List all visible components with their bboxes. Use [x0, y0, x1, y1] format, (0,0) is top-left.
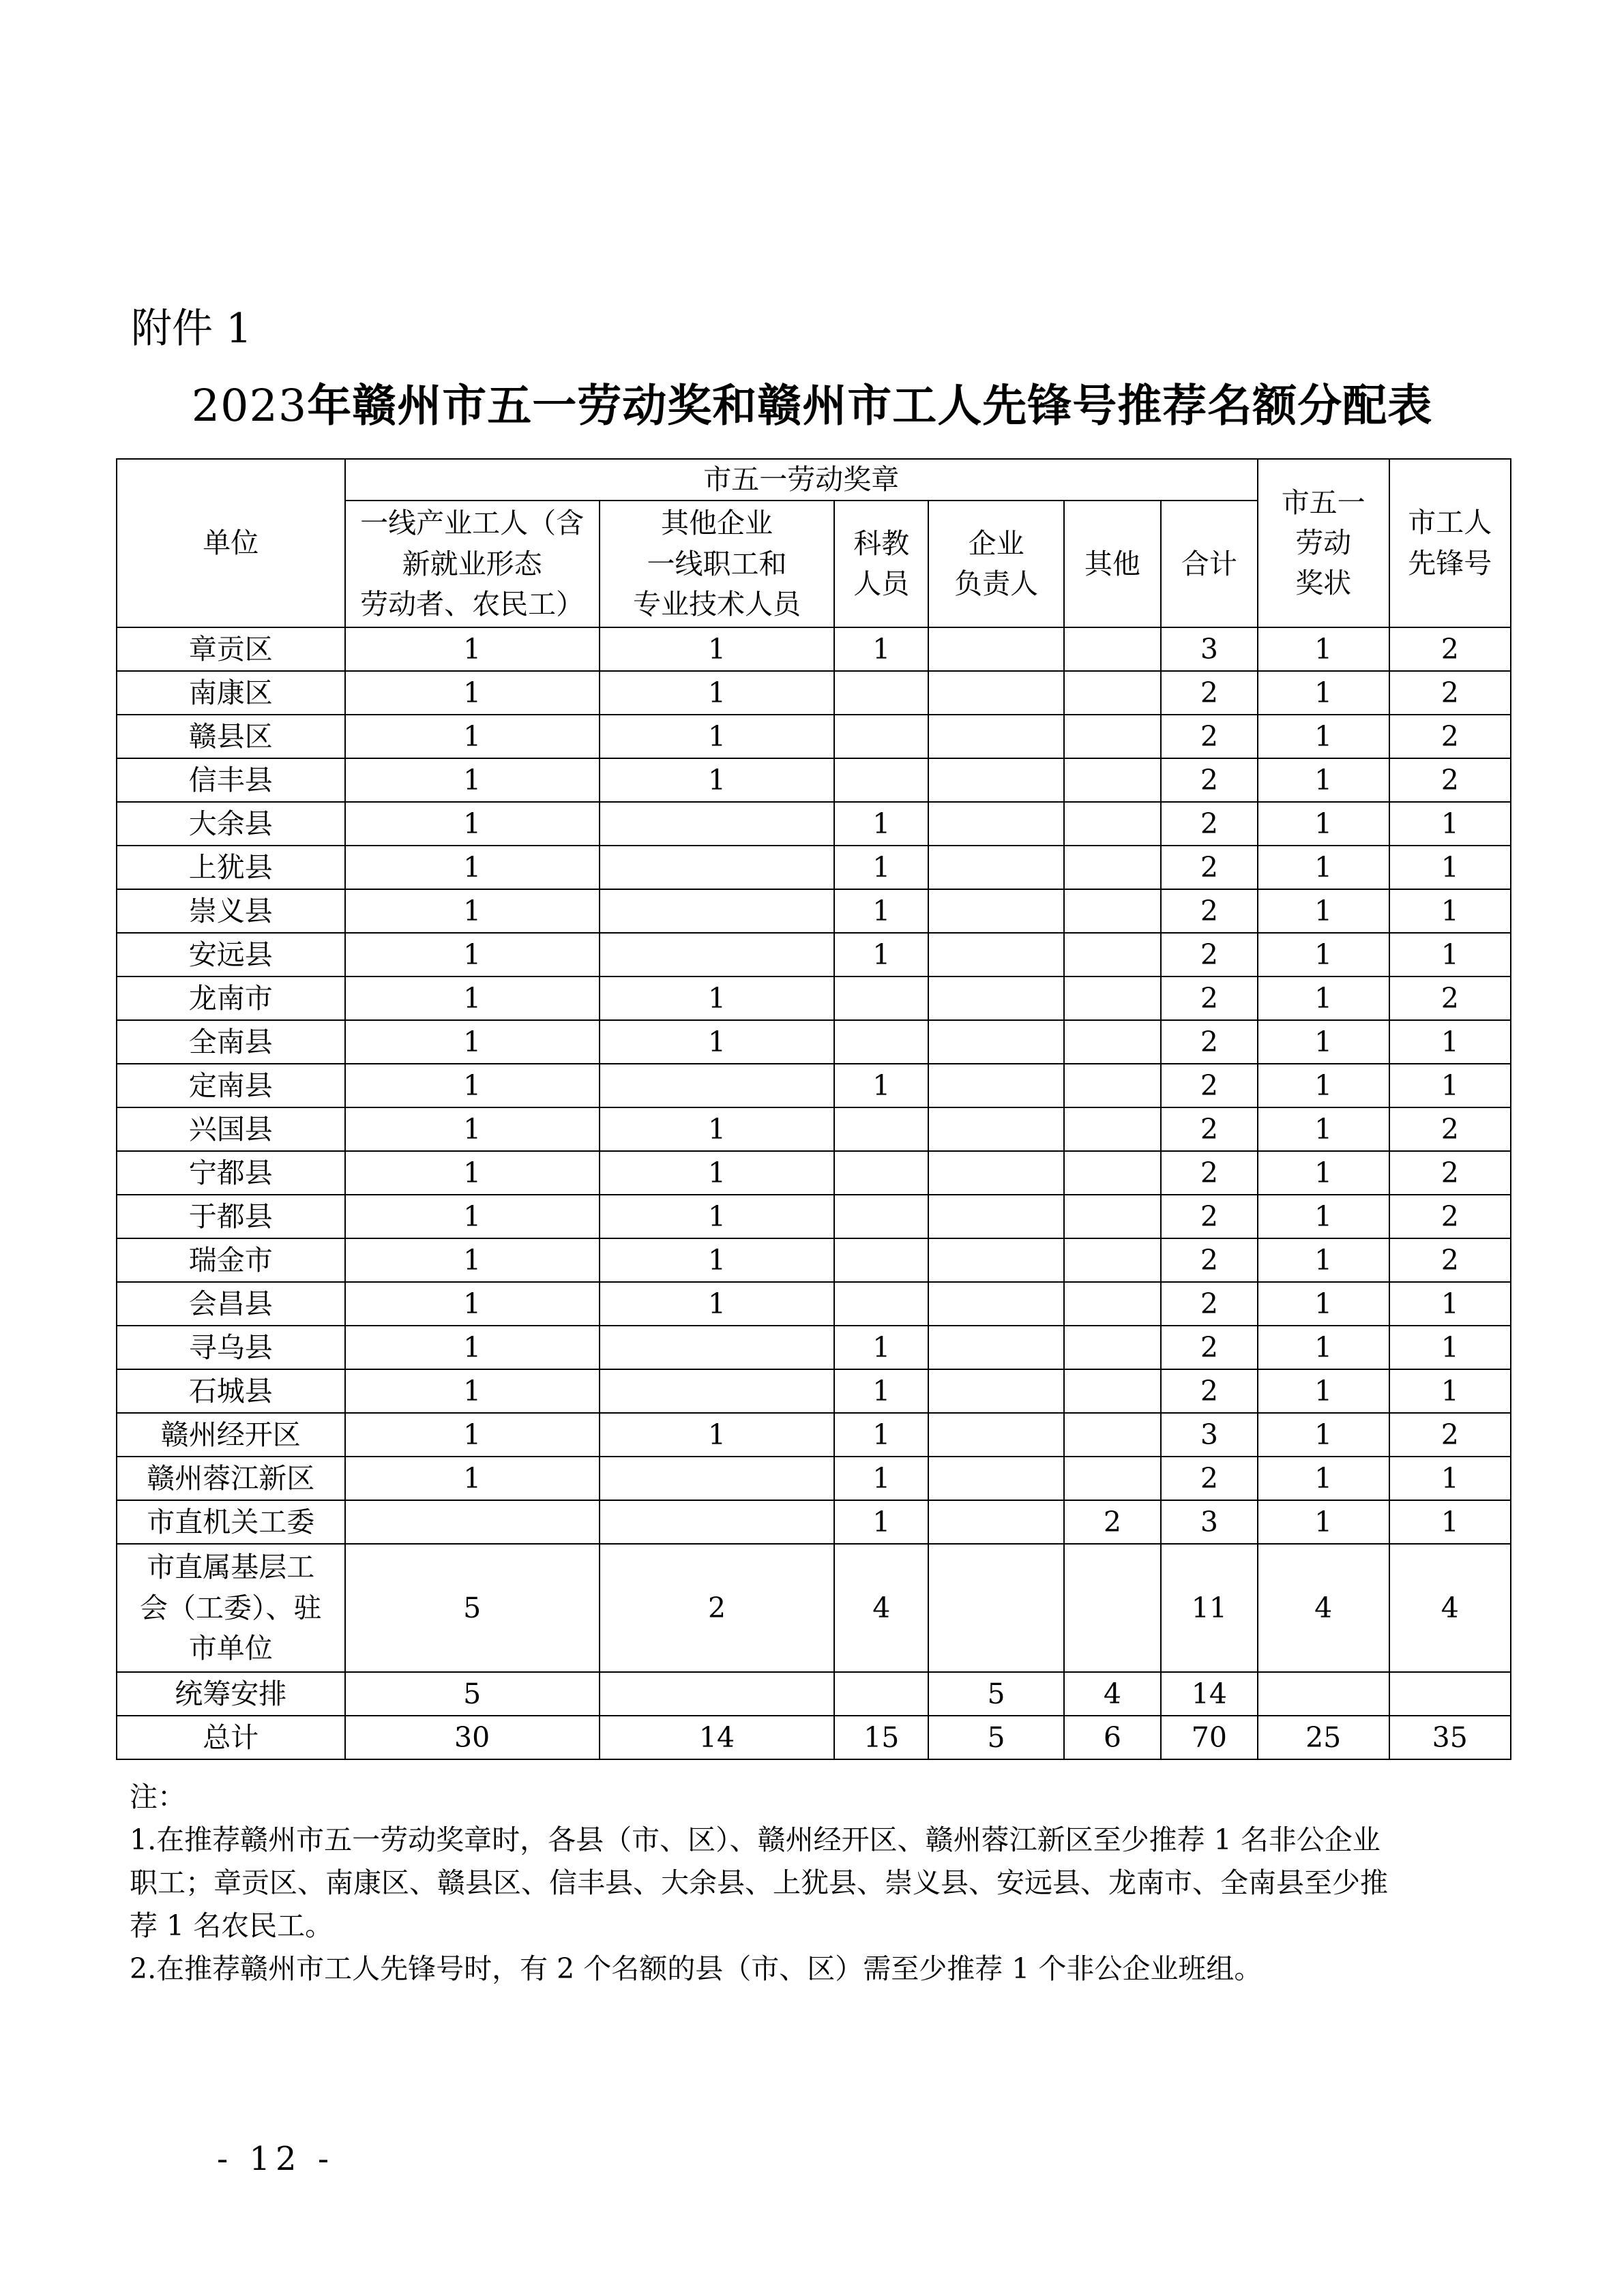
header-certificate [1258, 459, 1389, 627]
table-row [117, 1413, 1511, 1457]
cell-certificate: 1 [1258, 846, 1389, 889]
cell-enterprise-head [928, 802, 1064, 846]
cell-certificate: 1 [1258, 1326, 1389, 1369]
cell-science-edu [834, 1107, 928, 1151]
cell-pioneer: 1 [1389, 1282, 1511, 1326]
cell-science-edu: 1 [834, 1500, 928, 1544]
cell-pioneer: 1 [1389, 1500, 1511, 1544]
cell-unit: 赣县区 [117, 715, 345, 758]
attachment-number: 1 [226, 305, 252, 353]
cell-certificate: 1 [1258, 1064, 1389, 1107]
cell-pioneer: 2 [1389, 1238, 1511, 1282]
cell-frontline: 1 [345, 1020, 600, 1064]
cell-science-edu [834, 1151, 928, 1195]
header-row-1 [117, 459, 1511, 501]
table-row [117, 1064, 1511, 1107]
cell-frontline: 1 [345, 1151, 600, 1195]
cell-pioneer: 35 [1389, 1716, 1511, 1759]
header-other-enterprise [600, 501, 835, 627]
cell-unit: 龙南市 [117, 976, 345, 1020]
cell-subtotal: 2 [1161, 1369, 1258, 1413]
cell-science-edu [834, 1195, 928, 1238]
cell-unit: 宁都县 [117, 1151, 345, 1195]
note-line: 1.在推荐赣州市五一劳动奖章时，各县（市、区）、赣州经开区、赣州蓉江新区至少推荐 1 名非公企业 [130, 1823, 1381, 1856]
cell-pioneer: 1 [1389, 846, 1511, 889]
table-row [117, 802, 1511, 846]
cell-unit: 安远县 [117, 933, 345, 976]
cell-subtotal: 2 [1161, 976, 1258, 1020]
cell-pioneer: 1 [1389, 1326, 1511, 1369]
table-row [117, 1457, 1511, 1500]
cell-unit [117, 1544, 345, 1672]
cell-other [1064, 1195, 1161, 1238]
cell-science-edu: 1 [834, 846, 928, 889]
cell-frontline: 1 [345, 1457, 600, 1500]
table-row [117, 671, 1511, 715]
cell-pioneer: 2 [1389, 976, 1511, 1020]
cell-enterprise-head [928, 889, 1064, 933]
cell-unit: 赣州蓉江新区 [117, 1457, 345, 1500]
cell-other-enterprise: 1 [600, 715, 835, 758]
cell-frontline: 1 [345, 1238, 600, 1282]
cell-pioneer: 1 [1389, 1064, 1511, 1107]
cell-science-edu [834, 1020, 928, 1064]
cell-pioneer [1389, 1672, 1511, 1716]
cell-unit-line: 市单位 [188, 1632, 273, 1665]
cell-other [1064, 671, 1161, 715]
cell-subtotal: 2 [1161, 933, 1258, 976]
cell-frontline: 1 [345, 802, 600, 846]
cell-certificate: 4 [1258, 1544, 1389, 1672]
cell-subtotal: 70 [1161, 1716, 1258, 1759]
cell-unit: 总计 [117, 1716, 345, 1759]
cell-science-edu [834, 976, 928, 1020]
cell-science-edu [834, 758, 928, 802]
table-row [117, 1282, 1511, 1326]
table-row [117, 846, 1511, 889]
cell-enterprise-head: 5 [928, 1672, 1064, 1716]
table-row [117, 1369, 1511, 1413]
cell-enterprise-head [928, 1413, 1064, 1457]
header-other: 其他 [1064, 501, 1161, 627]
cell-subtotal: 2 [1161, 671, 1258, 715]
header-frontline-line: 一线产业工人（含 [360, 507, 585, 540]
cell-subtotal: 2 [1161, 1020, 1258, 1064]
cell-enterprise-head [928, 1195, 1064, 1238]
cell-certificate: 1 [1258, 1369, 1389, 1413]
cell-unit: 定南县 [117, 1064, 345, 1107]
cell-enterprise-head [928, 1238, 1064, 1282]
cell-unit: 瑞金市 [117, 1238, 345, 1282]
cell-science-edu: 1 [834, 933, 928, 976]
cell-unit: 兴国县 [117, 1107, 345, 1151]
cell-other-enterprise: 1 [600, 1151, 835, 1195]
cell-frontline: 1 [345, 1195, 600, 1238]
cell-unit: 赣州经开区 [117, 1413, 345, 1457]
header-pioneer [1389, 459, 1511, 627]
cell-pioneer: 2 [1389, 671, 1511, 715]
header-enterprise-head-line: 企业 [968, 527, 1024, 560]
header-enterprise-head [928, 501, 1064, 627]
header-science-edu [834, 501, 928, 627]
table-row [117, 1716, 1511, 1759]
cell-other-enterprise [600, 1369, 835, 1413]
cell-other [1064, 627, 1161, 671]
cell-other-enterprise [600, 846, 835, 889]
table-row [117, 1672, 1511, 1716]
cell-other-enterprise [600, 1672, 835, 1716]
cell-subtotal: 3 [1161, 627, 1258, 671]
cell-subtotal: 2 [1161, 1457, 1258, 1500]
cell-enterprise-head [928, 933, 1064, 976]
cell-science-edu: 1 [834, 627, 928, 671]
cell-pioneer: 2 [1389, 1413, 1511, 1457]
cell-other [1064, 1413, 1161, 1457]
cell-other-enterprise: 1 [600, 1413, 835, 1457]
cell-subtotal: 2 [1161, 846, 1258, 889]
table-row [117, 1238, 1511, 1282]
cell-other-enterprise: 1 [600, 1238, 835, 1282]
allocation-table [116, 458, 1511, 1760]
table-row [117, 1151, 1511, 1195]
cell-science-edu [834, 1238, 928, 1282]
cell-certificate: 1 [1258, 1195, 1389, 1238]
cell-frontline: 1 [345, 846, 600, 889]
cell-unit: 章贡区 [117, 627, 345, 671]
cell-certificate: 1 [1258, 933, 1389, 976]
cell-other [1064, 1369, 1161, 1413]
cell-enterprise-head [928, 671, 1064, 715]
cell-other: 2 [1064, 1500, 1161, 1544]
cell-science-edu: 1 [834, 1369, 928, 1413]
header-frontline-line: 新就业形态 [402, 547, 542, 580]
cell-other: 4 [1064, 1672, 1161, 1716]
cell-frontline: 1 [345, 889, 600, 933]
cell-enterprise-head [928, 758, 1064, 802]
note-line: 荐 1 名农民工。 [130, 1909, 334, 1942]
cell-frontline: 1 [345, 1282, 600, 1326]
cell-other [1064, 933, 1161, 976]
cell-pioneer: 1 [1389, 933, 1511, 976]
header-science-edu-line: 人员 [853, 567, 910, 601]
cell-frontline: 5 [345, 1672, 600, 1716]
cell-other-enterprise: 1 [600, 627, 835, 671]
cell-frontline: 1 [345, 671, 600, 715]
cell-other [1064, 846, 1161, 889]
cell-science-edu: 1 [834, 1457, 928, 1500]
cell-pioneer: 2 [1389, 1195, 1511, 1238]
cell-enterprise-head [928, 1064, 1064, 1107]
page-title [0, 381, 1624, 432]
cell-subtotal: 2 [1161, 1151, 1258, 1195]
cell-frontline: 1 [345, 1064, 600, 1107]
cell-enterprise-head [928, 715, 1064, 758]
cell-enterprise-head [928, 1326, 1064, 1369]
cell-other [1064, 1064, 1161, 1107]
cell-certificate: 1 [1258, 1107, 1389, 1151]
cell-science-edu: 1 [834, 1413, 928, 1457]
cell-subtotal: 14 [1161, 1672, 1258, 1716]
header-pioneer-line: 先锋号 [1408, 546, 1492, 580]
cell-subtotal: 2 [1161, 802, 1258, 846]
cell-certificate: 1 [1258, 715, 1389, 758]
cell-certificate [1258, 1672, 1389, 1716]
cell-pioneer: 2 [1389, 1151, 1511, 1195]
cell-unit: 于都县 [117, 1195, 345, 1238]
cell-frontline: 1 [345, 715, 600, 758]
header-unit: 单位 [117, 459, 345, 627]
cell-other-enterprise [600, 1500, 835, 1544]
attachment-label [131, 305, 252, 353]
cell-other [1064, 802, 1161, 846]
cell-unit: 全南县 [117, 1020, 345, 1064]
cell-enterprise-head [928, 1544, 1064, 1672]
cell-other-enterprise: 1 [600, 1020, 835, 1064]
cell-science-edu: 4 [834, 1544, 928, 1672]
cell-other-enterprise [600, 933, 835, 976]
cell-subtotal: 2 [1161, 1282, 1258, 1326]
cell-other [1064, 1107, 1161, 1151]
cell-pioneer: 2 [1389, 715, 1511, 758]
cell-other-enterprise: 1 [600, 1195, 835, 1238]
header-certificate-line: 市五一 [1281, 486, 1365, 519]
table-body [117, 459, 1511, 1759]
table-row [117, 627, 1511, 671]
cell-other-enterprise [600, 802, 835, 846]
cell-subtotal: 2 [1161, 889, 1258, 933]
cell-frontline: 1 [345, 758, 600, 802]
cell-other [1064, 889, 1161, 933]
header-certificate-line: 奖状 [1295, 567, 1352, 600]
table-row [117, 1500, 1511, 1544]
cell-unit: 南康区 [117, 671, 345, 715]
note-line: 2.在推荐赣州市工人先锋号时，有 2 个名额的县（市、区）需至少推荐 1 个非公企业班组。 [130, 1952, 1263, 1985]
header-medal-group: 市五一劳动奖章 [345, 459, 1258, 501]
cell-other [1064, 1326, 1161, 1369]
table-row [117, 1326, 1511, 1369]
title-year: 2023 [191, 381, 308, 432]
cell-frontline: 1 [345, 1326, 600, 1369]
cell-pioneer: 1 [1389, 1369, 1511, 1413]
table-row [117, 758, 1511, 802]
cell-enterprise-head [928, 1369, 1064, 1413]
header-frontline [345, 501, 600, 627]
cell-pioneer: 2 [1389, 1107, 1511, 1151]
cell-frontline: 1 [345, 1107, 600, 1151]
cell-certificate: 1 [1258, 889, 1389, 933]
cell-science-edu: 1 [834, 1326, 928, 1369]
cell-other: 6 [1064, 1716, 1161, 1759]
cell-science-edu [834, 1282, 928, 1326]
notes [130, 1776, 1514, 1991]
cell-other-enterprise [600, 1457, 835, 1500]
table-row [117, 1544, 1511, 1672]
cell-pioneer: 1 [1389, 889, 1511, 933]
cell-frontline: 1 [345, 976, 600, 1020]
cell-subtotal: 11 [1161, 1544, 1258, 1672]
cell-subtotal: 2 [1161, 758, 1258, 802]
table-row [117, 889, 1511, 933]
attachment-label-text: 附件 [131, 305, 213, 353]
cell-enterprise-head [928, 1107, 1064, 1151]
table-row [117, 1107, 1511, 1151]
cell-pioneer: 2 [1389, 627, 1511, 671]
cell-other [1064, 976, 1161, 1020]
table-row [117, 933, 1511, 976]
cell-frontline: 1 [345, 627, 600, 671]
cell-subtotal: 2 [1161, 1064, 1258, 1107]
cell-certificate: 1 [1258, 802, 1389, 846]
cell-other [1064, 1151, 1161, 1195]
header-science-edu-line: 科教 [853, 527, 910, 560]
cell-certificate: 25 [1258, 1716, 1389, 1759]
cell-unit-line: 会（工委）、驻 [140, 1591, 322, 1624]
cell-unit-line: 市直属基层工 [147, 1551, 315, 1584]
header-subtotal: 合计 [1161, 501, 1258, 627]
title-text: 年赣州市五一劳动奖和赣州市工人先锋号推荐名额分配表 [307, 381, 1433, 432]
cell-frontline: 30 [345, 1716, 600, 1759]
cell-enterprise-head [928, 627, 1064, 671]
cell-frontline: 5 [345, 1544, 600, 1672]
cell-science-edu: 15 [834, 1716, 928, 1759]
cell-unit: 统筹安排 [117, 1672, 345, 1716]
cell-other-enterprise [600, 1064, 835, 1107]
cell-other-enterprise [600, 1326, 835, 1369]
cell-enterprise-head [928, 1020, 1064, 1064]
cell-other-enterprise: 1 [600, 976, 835, 1020]
header-enterprise-head-line: 负责人 [954, 567, 1039, 601]
cell-enterprise-head [928, 1151, 1064, 1195]
cell-other [1064, 1238, 1161, 1282]
cell-enterprise-head [928, 1500, 1064, 1544]
table-row [117, 715, 1511, 758]
cell-certificate: 1 [1258, 1457, 1389, 1500]
cell-enterprise-head [928, 976, 1064, 1020]
cell-subtotal: 2 [1161, 1195, 1258, 1238]
cell-frontline: 1 [345, 1369, 600, 1413]
cell-other [1064, 715, 1161, 758]
cell-unit: 上犹县 [117, 846, 345, 889]
page-number: - 12 - [217, 2140, 335, 2178]
cell-other-enterprise: 2 [600, 1544, 835, 1672]
cell-other [1064, 1457, 1161, 1500]
cell-certificate: 1 [1258, 1151, 1389, 1195]
table-row [117, 976, 1511, 1020]
cell-subtotal: 2 [1161, 1238, 1258, 1282]
note-line: 职工；章贡区、南康区、赣县区、信丰县、大余县、上犹县、崇义县、安远县、龙南市、全南县至少推 [130, 1866, 1388, 1899]
cell-certificate: 1 [1258, 1020, 1389, 1064]
cell-pioneer: 4 [1389, 1544, 1511, 1672]
cell-certificate: 1 [1258, 976, 1389, 1020]
cell-certificate: 1 [1258, 758, 1389, 802]
cell-frontline [345, 1500, 600, 1544]
cell-enterprise-head: 5 [928, 1716, 1064, 1759]
cell-certificate: 1 [1258, 1282, 1389, 1326]
cell-pioneer: 1 [1389, 802, 1511, 846]
cell-subtotal: 2 [1161, 1326, 1258, 1369]
cell-science-edu: 1 [834, 889, 928, 933]
cell-subtotal: 2 [1161, 715, 1258, 758]
cell-other-enterprise: 1 [600, 1107, 835, 1151]
cell-pioneer: 1 [1389, 1020, 1511, 1064]
cell-certificate: 1 [1258, 1500, 1389, 1544]
cell-certificate: 1 [1258, 627, 1389, 671]
cell-frontline: 1 [345, 933, 600, 976]
header-pioneer-line: 市工人 [1408, 506, 1492, 539]
cell-unit: 石城县 [117, 1369, 345, 1413]
cell-frontline: 1 [345, 1413, 600, 1457]
notes-heading: 注： [130, 1780, 186, 1813]
header-other-enterprise-line: 专业技术人员 [633, 588, 801, 621]
table-row [117, 1020, 1511, 1064]
cell-other-enterprise: 1 [600, 758, 835, 802]
cell-other-enterprise: 1 [600, 1282, 835, 1326]
cell-other [1064, 1544, 1161, 1672]
cell-science-edu [834, 671, 928, 715]
cell-unit: 崇义县 [117, 889, 345, 933]
cell-science-edu [834, 715, 928, 758]
cell-unit: 信丰县 [117, 758, 345, 802]
cell-enterprise-head [928, 846, 1064, 889]
cell-science-edu: 1 [834, 1064, 928, 1107]
cell-science-edu: 1 [834, 802, 928, 846]
cell-certificate: 1 [1258, 671, 1389, 715]
cell-other [1064, 1020, 1161, 1064]
cell-subtotal: 2 [1161, 1107, 1258, 1151]
cell-science-edu [834, 1672, 928, 1716]
header-frontline-line: 劳动者、农民工） [360, 588, 585, 621]
table-row [117, 1195, 1511, 1238]
cell-unit: 寻乌县 [117, 1326, 345, 1369]
cell-pioneer: 2 [1389, 758, 1511, 802]
cell-enterprise-head [928, 1457, 1064, 1500]
cell-certificate: 1 [1258, 1413, 1389, 1457]
cell-certificate: 1 [1258, 1238, 1389, 1282]
cell-other-enterprise [600, 889, 835, 933]
cell-unit: 会昌县 [117, 1282, 345, 1326]
cell-pioneer: 1 [1389, 1457, 1511, 1500]
cell-other [1064, 758, 1161, 802]
cell-other [1064, 1282, 1161, 1326]
cell-subtotal: 3 [1161, 1413, 1258, 1457]
header-other-enterprise-line: 其他企业 [661, 507, 773, 540]
header-certificate-line: 劳动 [1295, 526, 1352, 559]
cell-other-enterprise: 14 [600, 1716, 835, 1759]
cell-enterprise-head [928, 1282, 1064, 1326]
cell-unit: 市直机关工委 [117, 1500, 345, 1544]
header-other-enterprise-line: 一线职工和 [647, 547, 787, 580]
cell-subtotal: 3 [1161, 1500, 1258, 1544]
cell-unit: 大余县 [117, 802, 345, 846]
cell-other-enterprise: 1 [600, 671, 835, 715]
